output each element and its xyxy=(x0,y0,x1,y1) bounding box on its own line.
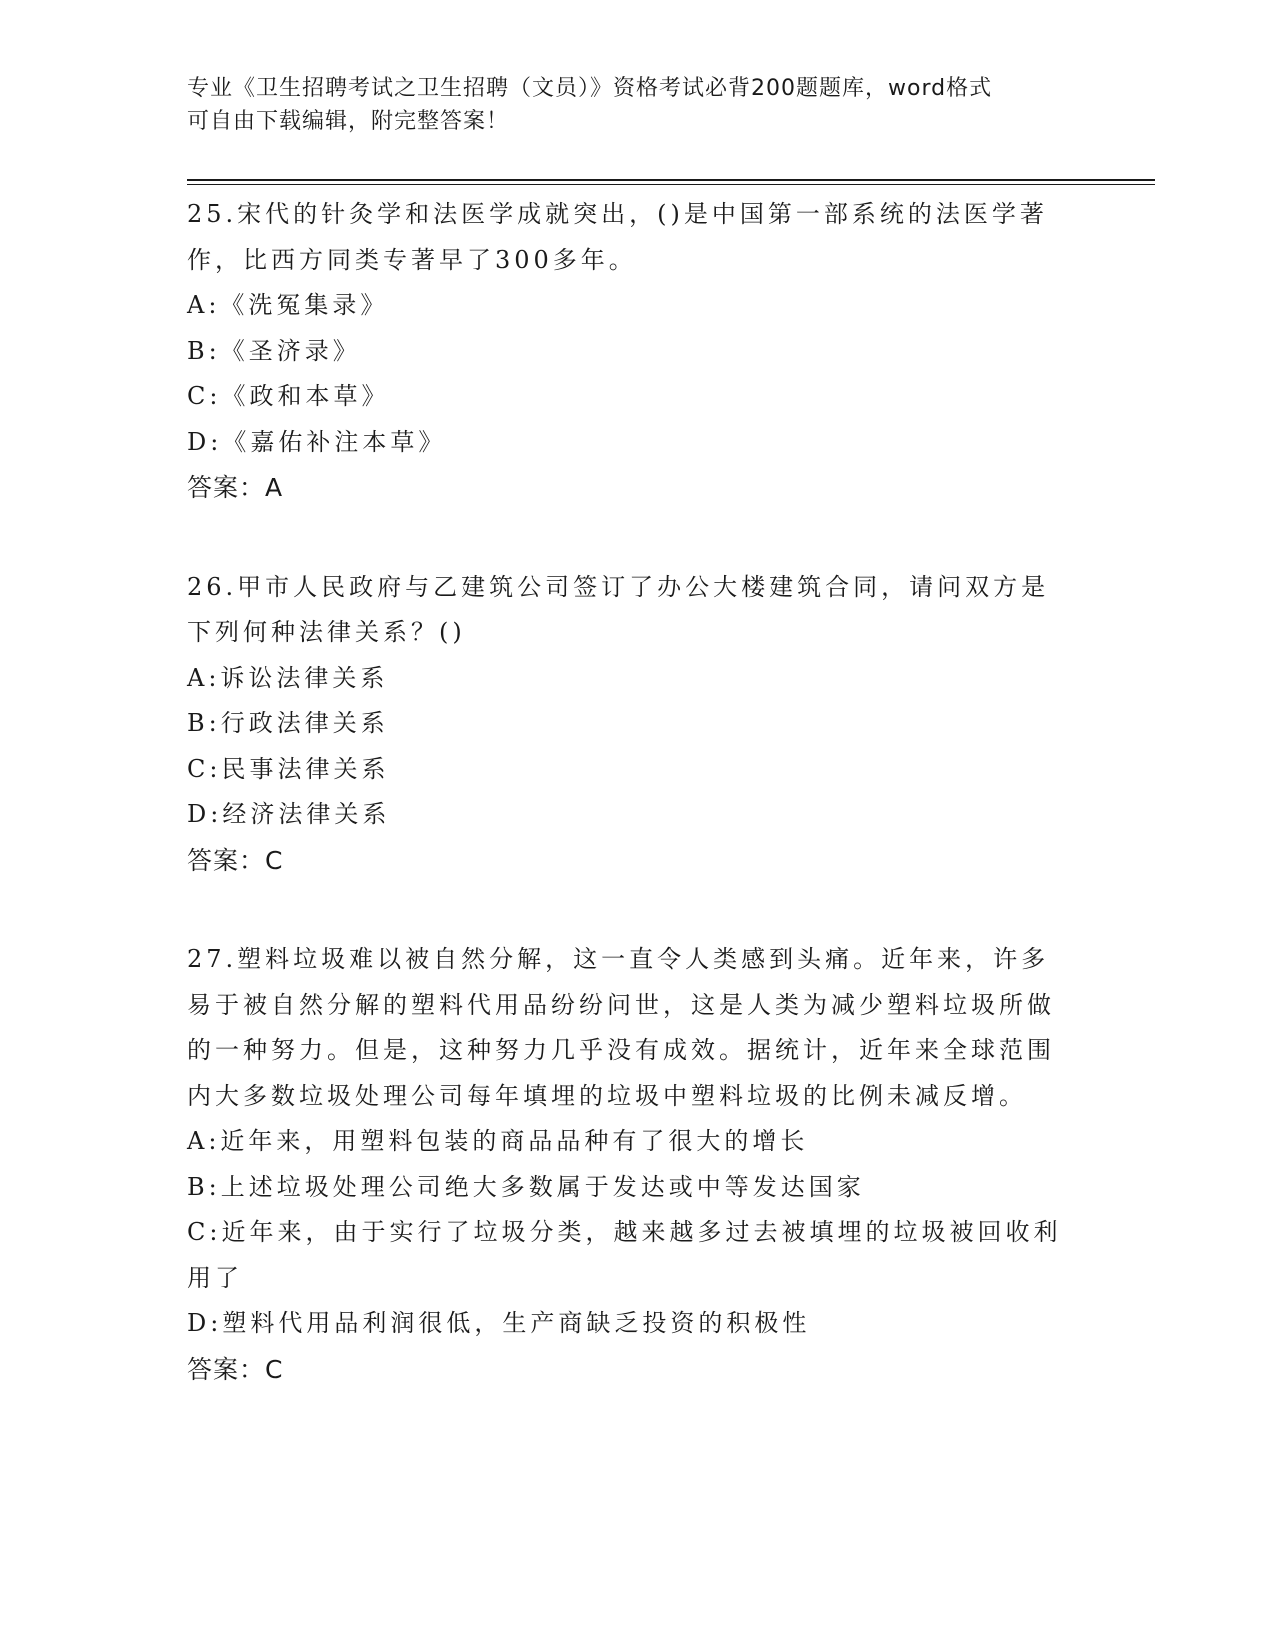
question-25 xyxy=(187,192,1067,511)
answer-line: 答案：C xyxy=(187,1354,284,1384)
option-b: B:上述垃圾处理公司绝大多数属于发达或中等发达国家 xyxy=(187,1172,865,1201)
option-a: A:诉讼法律关系 xyxy=(187,663,389,692)
question-text: 25.宋代的针灸学和法医学成就突出，()是中国第一部系统的法医学著作，比西方同类专著早了300多年。 xyxy=(187,200,1048,274)
option-d: D:塑料代用品利润很低，生产商缺乏投资的积极性 xyxy=(187,1309,811,1337)
question-text: 27.塑料垃圾难以被自然分解，这一直令人类感到头痛。近年来，许多易于被自然分解的塑料代用品纷纷问世，这是人类为减少塑料垃圾所做的一种努力。但是，这种努力几乎没有成效。据统计，近年来全球范围内大多数垃圾处理公司每年填埋的垃圾中塑料垃圾的比例未减反增。 xyxy=(187,945,1055,1110)
question-27 xyxy=(187,937,1067,1392)
header-line-1: 专业《卫生招聘考试之卫生招聘（文员）》资格考试必背200题题库，word格式 xyxy=(187,76,993,101)
answer-line: 答案：C xyxy=(187,845,284,875)
question-text: 26.甲市人民政府与乙建筑公司签订了办公大楼建筑合同，请问双方是下列何种法律关系？() xyxy=(187,572,1050,646)
option-a: A:近年来，用塑料包装的商品品种有了很大的增长 xyxy=(187,1127,809,1155)
header-divider-thick xyxy=(187,179,1155,181)
option-c: C:民事法律关系 xyxy=(187,754,390,783)
question-26 xyxy=(187,565,1067,884)
option-d: D:《嘉佑补注本草》 xyxy=(187,427,447,456)
option-b: B:《圣济录》 xyxy=(187,336,361,365)
option-c: C:近年来，由于实行了垃圾分类，越来越多过去被填埋的垃圾被回收利用了 xyxy=(187,1218,1062,1292)
option-c: C:《政和本草》 xyxy=(187,382,390,410)
option-d: D:经济法律关系 xyxy=(187,800,391,828)
option-b: B:行政法律关系 xyxy=(187,709,389,737)
header-line-2: 可自由下载编辑，附完整答案！ xyxy=(187,109,510,134)
header-divider-thin xyxy=(187,184,1155,185)
document-header xyxy=(187,72,1067,138)
question-list xyxy=(187,192,1067,1446)
option-a: A:《洗冤集录》 xyxy=(187,291,389,319)
answer-line: 答案：A xyxy=(187,473,284,502)
